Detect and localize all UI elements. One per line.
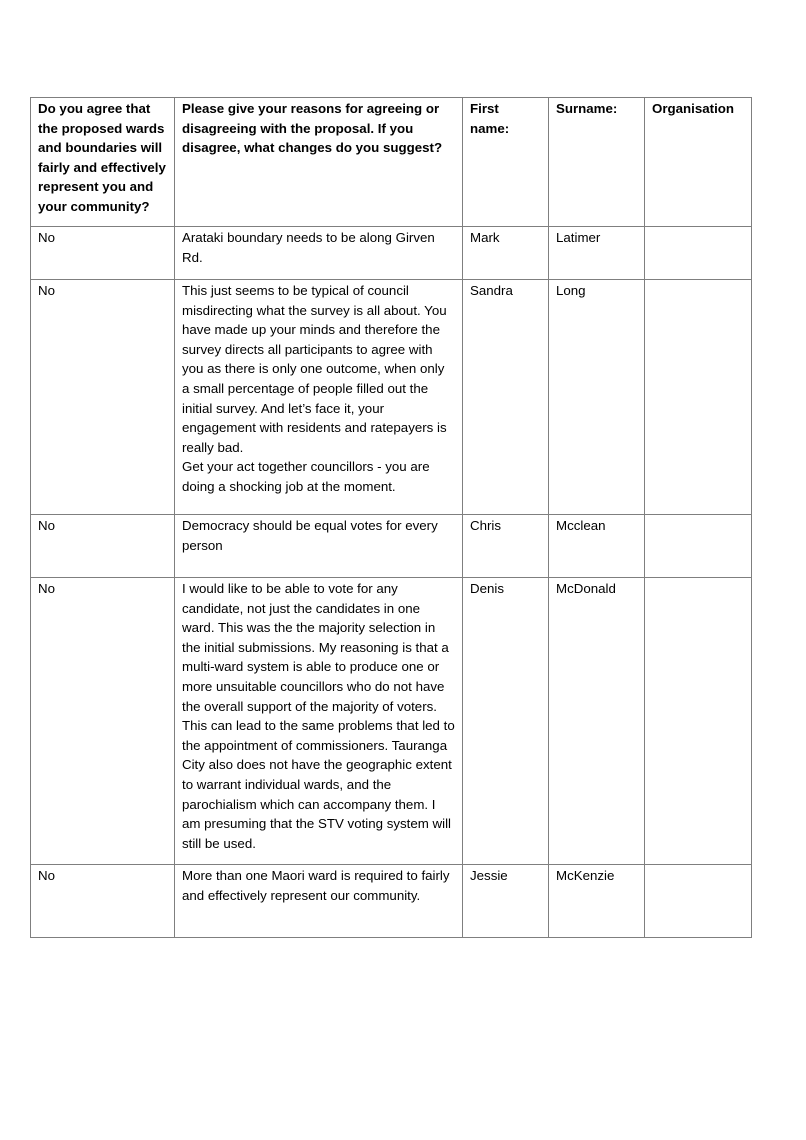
- cell-reasons: [175, 227, 463, 280]
- reason-text: Arataki boundary needs to be along Girven Rd.: [182, 230, 435, 265]
- header-surname: Surname:: [549, 98, 645, 227]
- cell-reasons: [175, 280, 463, 515]
- cell-organisation: [645, 280, 752, 515]
- cell-surname: McDonald: [549, 578, 645, 865]
- table-row: [31, 578, 752, 865]
- cell-agree: No: [31, 578, 175, 865]
- cell-surname: Long: [549, 280, 645, 515]
- header-agree: Do you agree that the proposed wards and boundaries will fairly and effectively represent you and your community?: [31, 98, 175, 227]
- reason-text: Get your act together councillors - you are doing a shocking job at the moment.: [182, 459, 430, 494]
- cell-reasons: [175, 578, 463, 865]
- cell-surname: McKenzie: [549, 865, 645, 938]
- header-reasons: Please give your reasons for agreeing or disagreeing with the proposal. If you disagree, what changes do you suggest?: [175, 98, 463, 227]
- header-row: [31, 98, 752, 227]
- reason-text: Democracy should be equal votes for every person: [182, 518, 438, 553]
- header-first-name: First name:: [463, 98, 549, 227]
- reason-text: More than one Maori ward is required to fairly and effectively represent our community.: [182, 868, 450, 903]
- table-row: [31, 280, 752, 515]
- submissions-table: [30, 97, 752, 938]
- cell-reasons: [175, 515, 463, 578]
- reason-text: This just seems to be typical of council misdirecting what the survey is all about. You have made up your minds and therefore the survey directs all participants to agree with you as there is only one outcome, when only a small percentage of people filled out the initial survey. And let’s face it, your engagement with residents and ratepayers is really bad.: [182, 283, 447, 455]
- cell-agree: No: [31, 227, 175, 280]
- table-row: [31, 515, 752, 578]
- cell-organisation: [645, 578, 752, 865]
- table-row: [31, 227, 752, 280]
- table-row: [31, 865, 752, 938]
- cell-first-name: Sandra: [463, 280, 549, 515]
- cell-surname: Mcclean: [549, 515, 645, 578]
- cell-first-name: Denis: [463, 578, 549, 865]
- reason-text: I would like to be able to vote for any candidate, not just the candidates in one ward. This was the the majority selection in the initial submissions. My reasoning is that a multi-ward system is able to produce one or more unsuitable councillors who do not have the overall support of the majority of voters. This can lead to the same problems that led to the appointment of commissioners. Tauranga City also does not have the geographic extent to warrant individual wards, and the parochialism which can accompany them. I am presuming that the STV voting system will still be used.: [182, 581, 455, 851]
- cell-first-name: Chris: [463, 515, 549, 578]
- cell-agree: No: [31, 865, 175, 938]
- cell-organisation: [645, 865, 752, 938]
- cell-surname: Latimer: [549, 227, 645, 280]
- cell-first-name: Mark: [463, 227, 549, 280]
- cell-organisation: [645, 227, 752, 280]
- cell-first-name: Jessie: [463, 865, 549, 938]
- cell-agree: No: [31, 515, 175, 578]
- cell-organisation: [645, 515, 752, 578]
- cell-agree: No: [31, 280, 175, 515]
- cell-reasons: [175, 865, 463, 938]
- header-organisation: Organisation: [645, 98, 752, 227]
